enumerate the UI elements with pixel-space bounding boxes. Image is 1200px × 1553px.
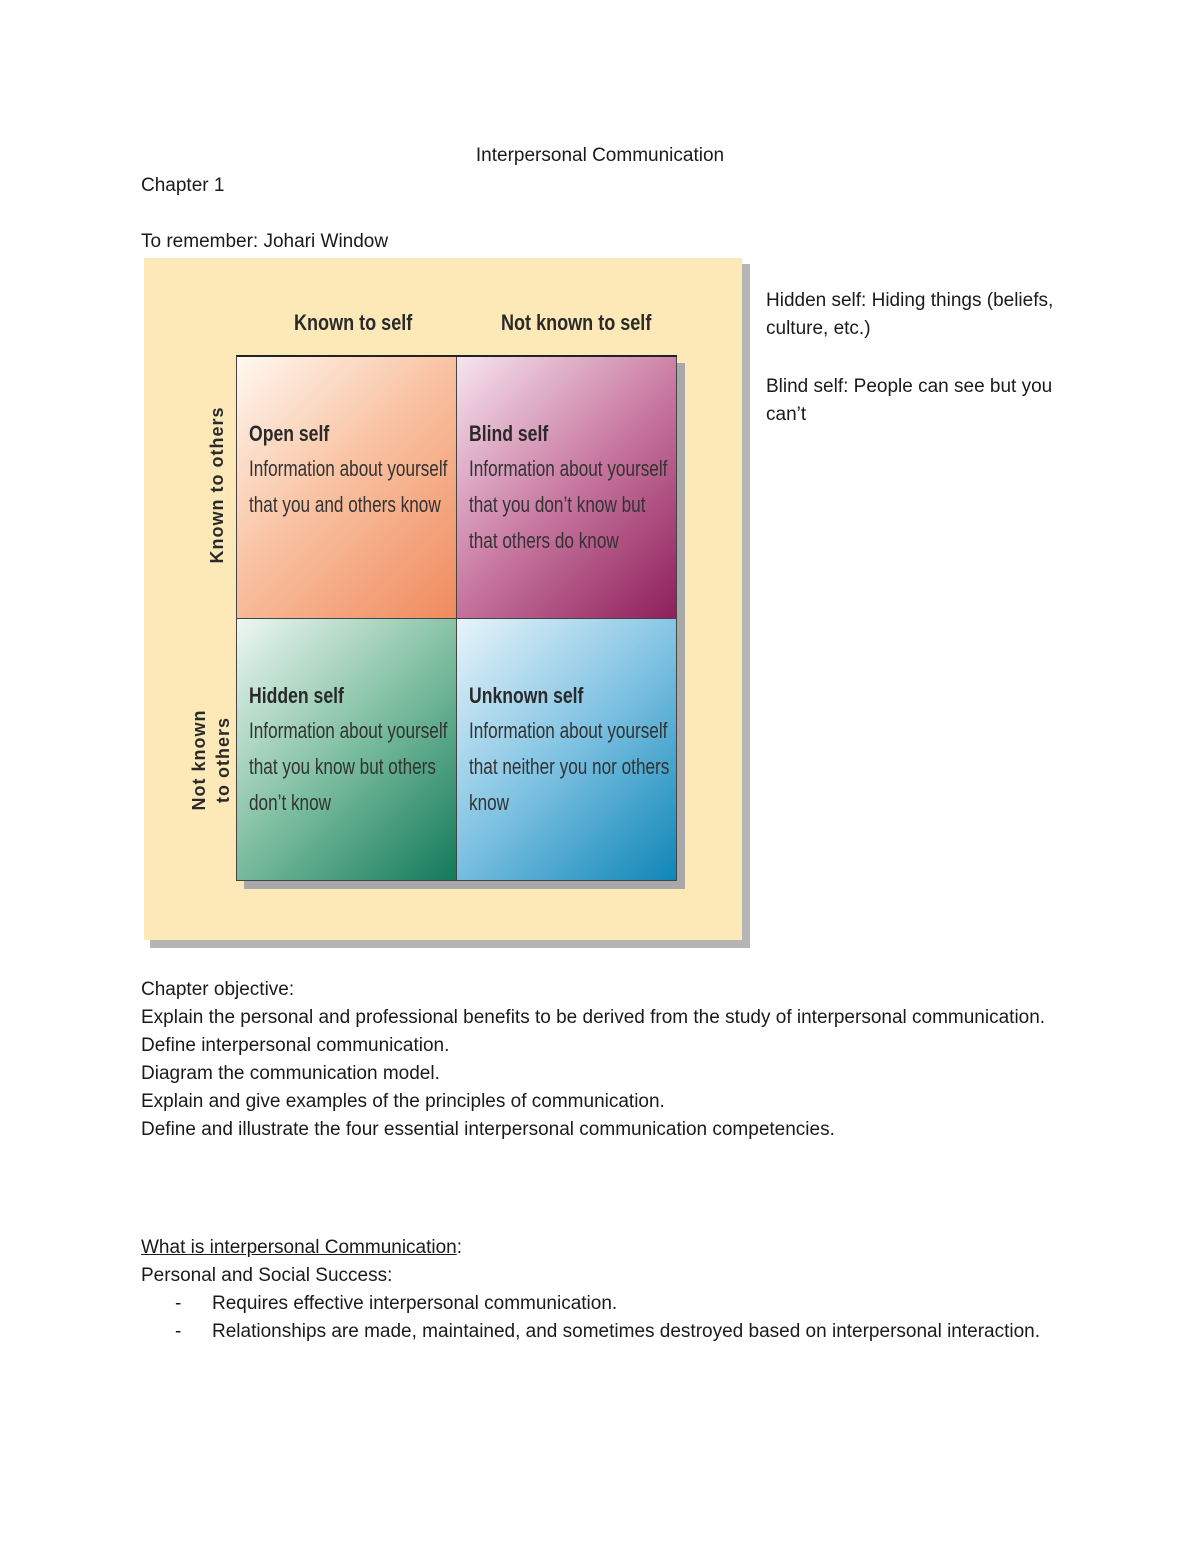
quadrant-title: Open self — [249, 421, 330, 446]
remember-label: To remember: Johari Window — [141, 231, 389, 252]
row-header-not-known-line-2: to others — [213, 717, 233, 804]
objectives-heading: Chapter objective: — [141, 979, 295, 1000]
chapter-label: Chapter 1 — [141, 175, 225, 196]
note-hidden-self: Hidden self: Hiding things (beliefs, culture, etc.) — [766, 290, 1054, 339]
bullet-dash: - — [175, 1293, 182, 1314]
quadrant-unknown-self — [457, 619, 677, 881]
bullet-item — [141, 1290, 1061, 1318]
what-is-heading-line — [141, 1234, 1061, 1262]
objective-item: Define interpersonal communication. — [141, 1035, 450, 1056]
quadrant-title: Hidden self — [249, 683, 344, 708]
what-is-subheading: Personal and Social Success: — [141, 1265, 393, 1286]
note-blind-self: Blind self: People can see but you can’t — [766, 376, 1053, 425]
bullet-item — [141, 1318, 1061, 1346]
column-header-known-to-self: Known to self — [294, 310, 413, 335]
bullet-text: Requires effective interpersonal communication. — [212, 1293, 618, 1314]
what-is-heading-colon: : — [456, 1237, 463, 1258]
johari-grid — [236, 355, 677, 881]
row-header-not-known-to-others — [187, 645, 235, 875]
row-header-known-to-others — [205, 370, 229, 600]
chapter-objectives — [141, 976, 1061, 1144]
row-header-not-known-line-1: Not known — [189, 709, 209, 811]
objective-item: Diagram the communication model. — [141, 1063, 440, 1084]
what-is-section — [141, 1234, 1061, 1346]
objective-item: Explain and give examples of the principles of communication. — [141, 1091, 665, 1112]
quadrant-hidden-self — [237, 619, 457, 881]
bullet-text: Relationships are made, maintained, and sometimes destroyed based on interpersonal interaction. — [212, 1321, 1041, 1342]
bullet-dash: - — [175, 1321, 182, 1342]
johari-window-figure — [142, 256, 742, 940]
objective-item: Define and illustrate the four essential interpersonal communication competencies. — [141, 1119, 835, 1140]
quadrant-title: Blind self — [469, 421, 549, 446]
quadrant-open-self — [237, 357, 457, 619]
document-title: Interpersonal Communication — [475, 145, 725, 166]
quadrant-blind-self — [457, 357, 677, 619]
quadrant-description: Information about yourself that you don’t know but that others do know — [469, 456, 668, 553]
quadrant-description: Information about yourself that you know but others don’t know — [249, 718, 448, 815]
what-is-heading: What is interpersonal Communication — [141, 1237, 457, 1258]
quadrant-description: Information about yourself that neither you nor others know — [469, 718, 670, 815]
quadrant-description: Information about yourself that you and others know — [249, 456, 448, 517]
column-header-not-known-to-self: Not known to self — [501, 310, 652, 335]
row-header-known-to-others-text: Known to others — [207, 406, 227, 564]
objective-item: Explain the personal and professional benefits to be derived from the study of interpersonal communication. — [141, 1007, 1046, 1028]
quadrant-title: Unknown self — [469, 683, 584, 708]
